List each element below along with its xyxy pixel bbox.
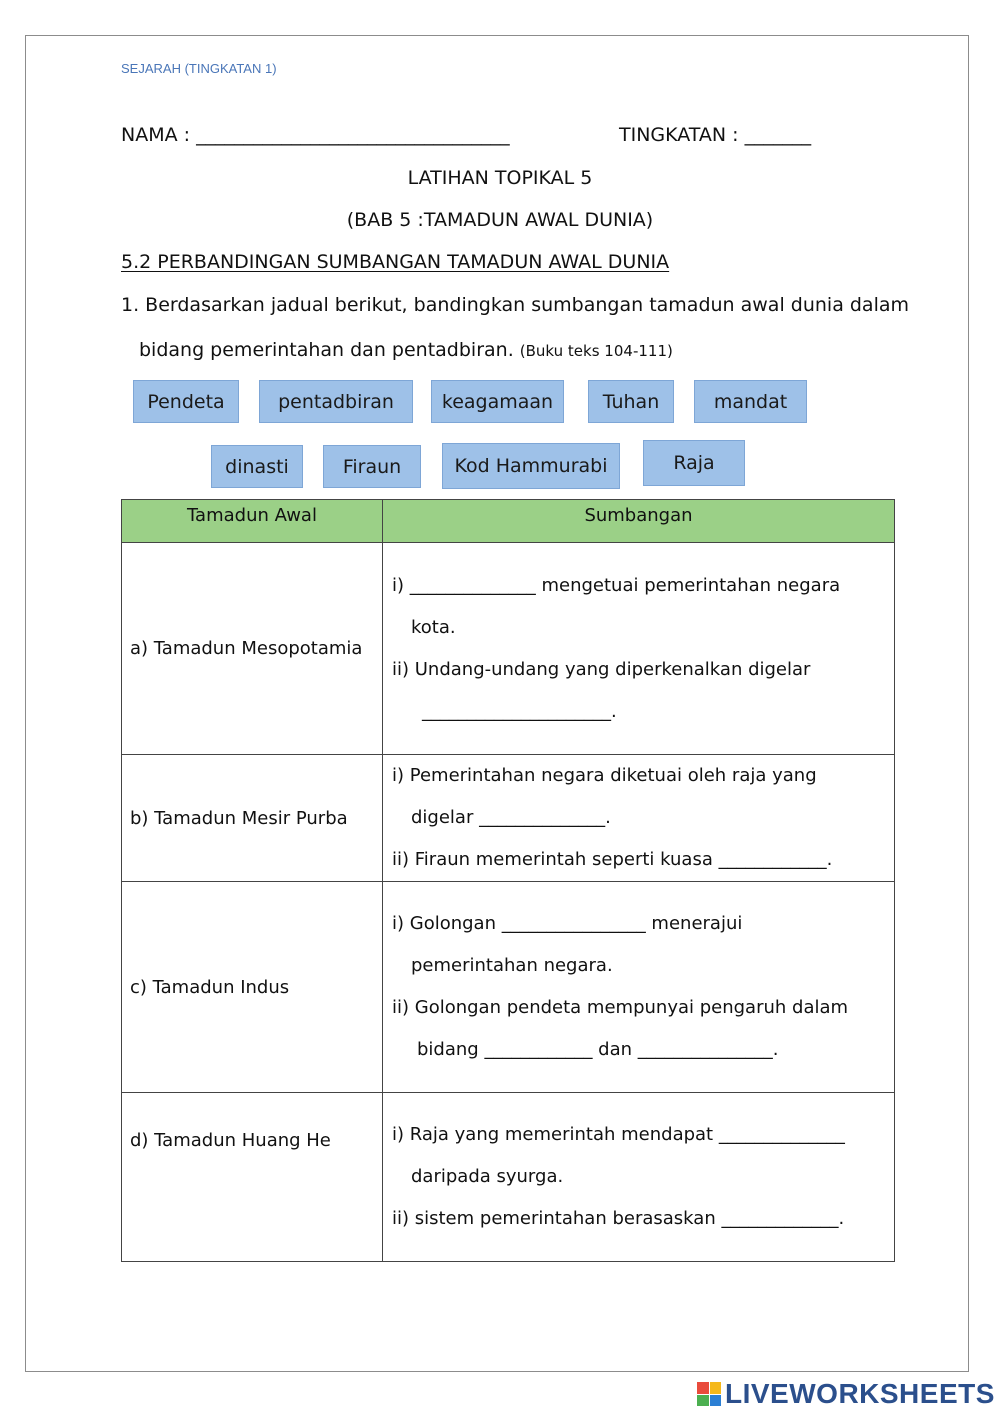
section-heading: 5.2 PERBANDINGAN SUMBANGAN TAMADUN AWAL DUNIA — [121, 251, 670, 273]
contribution-line: _____________________. — [422, 700, 617, 722]
contribution-cell — [383, 543, 895, 755]
word-chip-pentadbiran[interactable]: pentadbiran — [259, 380, 413, 423]
word-chip-mandat[interactable]: mandat — [694, 380, 807, 423]
liveworksheets-logo — [697, 1378, 995, 1410]
contribution-line: pemerintahan negara. — [411, 955, 613, 976]
civilization-cell: b) Tamadun Mesir Purba — [122, 755, 383, 882]
liveworksheets-icon — [697, 1382, 721, 1406]
exercise-title: LATIHAN TOPIKAL 5 — [407, 167, 593, 189]
word-chip-raja[interactable]: Raja — [643, 440, 745, 486]
textbook-reference: (Buku teks 104-111) — [519, 342, 673, 360]
table-row — [122, 882, 895, 1093]
table-header-row — [122, 500, 895, 543]
contribution-line: kota. — [411, 616, 456, 638]
header-tamadun-awal: Tamadun Awal — [122, 500, 383, 543]
table-row — [122, 755, 895, 882]
civilization-cell: a) Tamadun Mesopotamia — [122, 543, 383, 755]
word-chip-kod-hammurabi[interactable]: Kod Hammurabi — [442, 443, 620, 489]
word-chip-keagamaan[interactable]: keagamaan — [431, 380, 564, 423]
table-row — [122, 543, 895, 755]
brand-name: LIVEWORKSHEETS — [725, 1378, 995, 1409]
contribution-line: i) ______________ mengetuai pemerintahan negara — [392, 574, 841, 596]
contribution-line: daripada syurga. — [411, 1166, 564, 1187]
civilization-cell: c) Tamadun Indus — [122, 882, 383, 1093]
contribution-line: i) Pemerintahan negara diketuai oleh raja yang — [392, 765, 817, 786]
word-chip-pendeta[interactable]: Pendeta — [133, 380, 239, 423]
subject-header: SEJARAH (TINGKATAN 1) — [121, 61, 277, 76]
contribution-line: ii) Undang-undang yang diperkenalkan digelar — [392, 658, 811, 680]
table-row — [122, 1093, 895, 1262]
question-line-2 — [139, 339, 673, 361]
contribution-cell — [383, 755, 895, 882]
contribution-line: bidang ____________ dan _______________. — [417, 1039, 779, 1060]
contribution-table — [121, 499, 895, 1262]
question-text: bidang pemerintahan dan pentadbiran. — [139, 339, 514, 361]
word-chip-tuhan[interactable]: Tuhan — [588, 380, 674, 423]
chapter-title: (BAB 5 :TAMADUN AWAL DUNIA) — [346, 209, 654, 231]
contribution-line: i) Golongan ________________ menerajui — [392, 913, 743, 934]
header-sumbangan: Sumbangan — [383, 500, 895, 543]
contribution-line: ii) Golongan pendeta mempunyai pengaruh dalam — [392, 997, 849, 1018]
civilization-cell: d) Tamadun Huang He — [122, 1093, 383, 1262]
contribution-cell — [383, 882, 895, 1093]
word-chip-dinasti[interactable]: dinasti — [211, 445, 303, 488]
contribution-line: ii) sistem pemerintahan berasaskan _____________. — [392, 1208, 845, 1229]
question-line-1: 1. Berdasarkan jadual berikut, bandingkan sumbangan tamadun awal dunia dalam — [121, 294, 910, 316]
tingkatan-field: TINGKATAN : _______ — [619, 124, 812, 146]
contribution-line: i) Raja yang memerintah mendapat ______________ — [392, 1124, 845, 1145]
nama-field: NAMA : _________________________________ — [121, 124, 510, 146]
contribution-line: ii) Firaun memerintah seperti kuasa ____________. — [392, 849, 833, 870]
word-chip-firaun[interactable]: Firaun — [323, 445, 421, 488]
contribution-line: digelar ______________. — [411, 807, 611, 828]
contribution-cell — [383, 1093, 895, 1262]
